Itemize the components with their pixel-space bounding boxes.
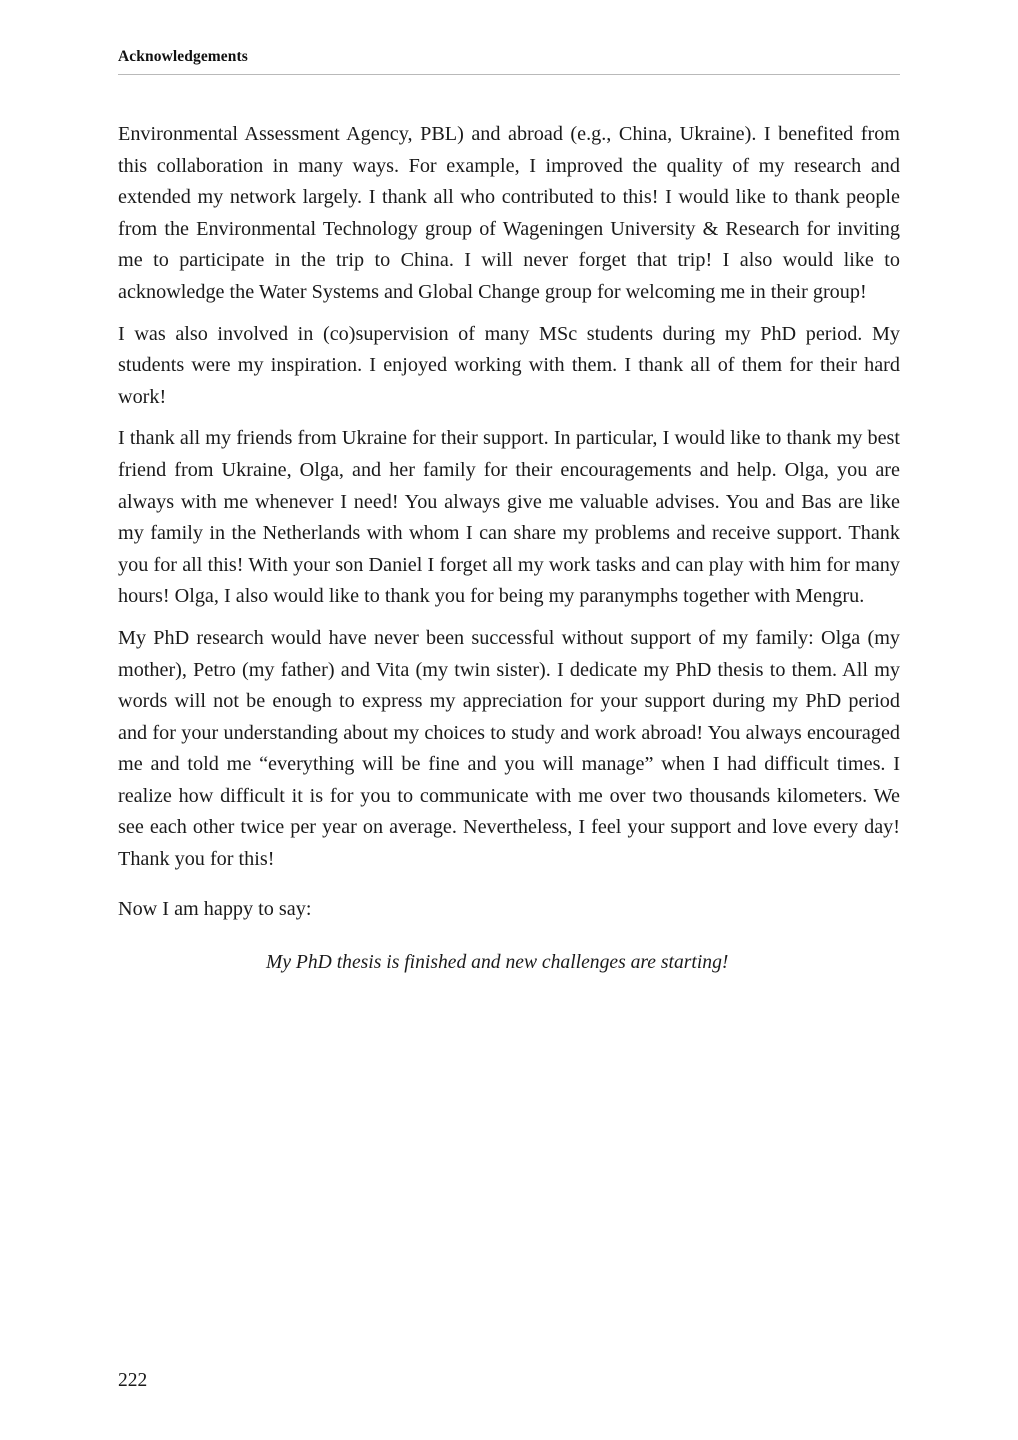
paragraph: Environmental Assessment Agency, PBL) and abroad (e.g., China, Ukraine). I benefited from this collaboration in many ways. For example, I improved the quality of my research and extended my network largely. I thank all who contributed to this! I would like to thank people from the Environmental Technology group of Wageningen University & Research for inviting me to participate in the trip to China. I will never forget that trip! I also would like to acknowledge the Water Systems and Global Change group for welcoming me in their group! xyxy=(118,123,900,303)
paragraph: I thank all my friends from Ukraine for their support. In particular, I would like to thank my best friend from Ukraine, Olga, and her family for their encouragements and help. Olga, you are always with me whenever I need! You always give me valuable advises. You and Bas are like my family in the Netherlands with whom I can share my problems and receive support. Thank you for all this! With your son Daniel I forget all my work tasks and can play with him for many hours! Olga, I also would like to thank you for being my paranymphs together with Mengru. xyxy=(118,427,900,608)
page-number: 222 xyxy=(118,1370,148,1391)
paragraph: I was also involved in (co)supervision of many MSc students during my PhD period. My students were my inspiration. I enjoyed working with them. I thank all of them for their hard work! xyxy=(118,322,900,408)
paragraph: My PhD research would have never been successful without support of my family: Olga (my mother), Petro (my father) and Vita (my twin sister). I dedicate my PhD thesis to them. All my words will not be enough to express my appreciation for your support during my PhD period and for your understanding about my choices to study and work abroad! You always encouraged me and told me “everything will be fine and you will manage” when I had difficult times. I realize how difficult it is for you to communicate with me over two thousands kilometers. We see each other twice per year on average. Nevertheless, I feel your support and love every day! Thank you for this! xyxy=(118,626,900,871)
body-text xyxy=(118,119,900,979)
closing-line: Now I am happy to say: xyxy=(118,897,312,920)
header-divider xyxy=(118,74,900,75)
running-head: Acknowledgements xyxy=(118,48,248,65)
final-italic-line: My PhD thesis is finished and new challenges are starting! xyxy=(266,952,729,974)
